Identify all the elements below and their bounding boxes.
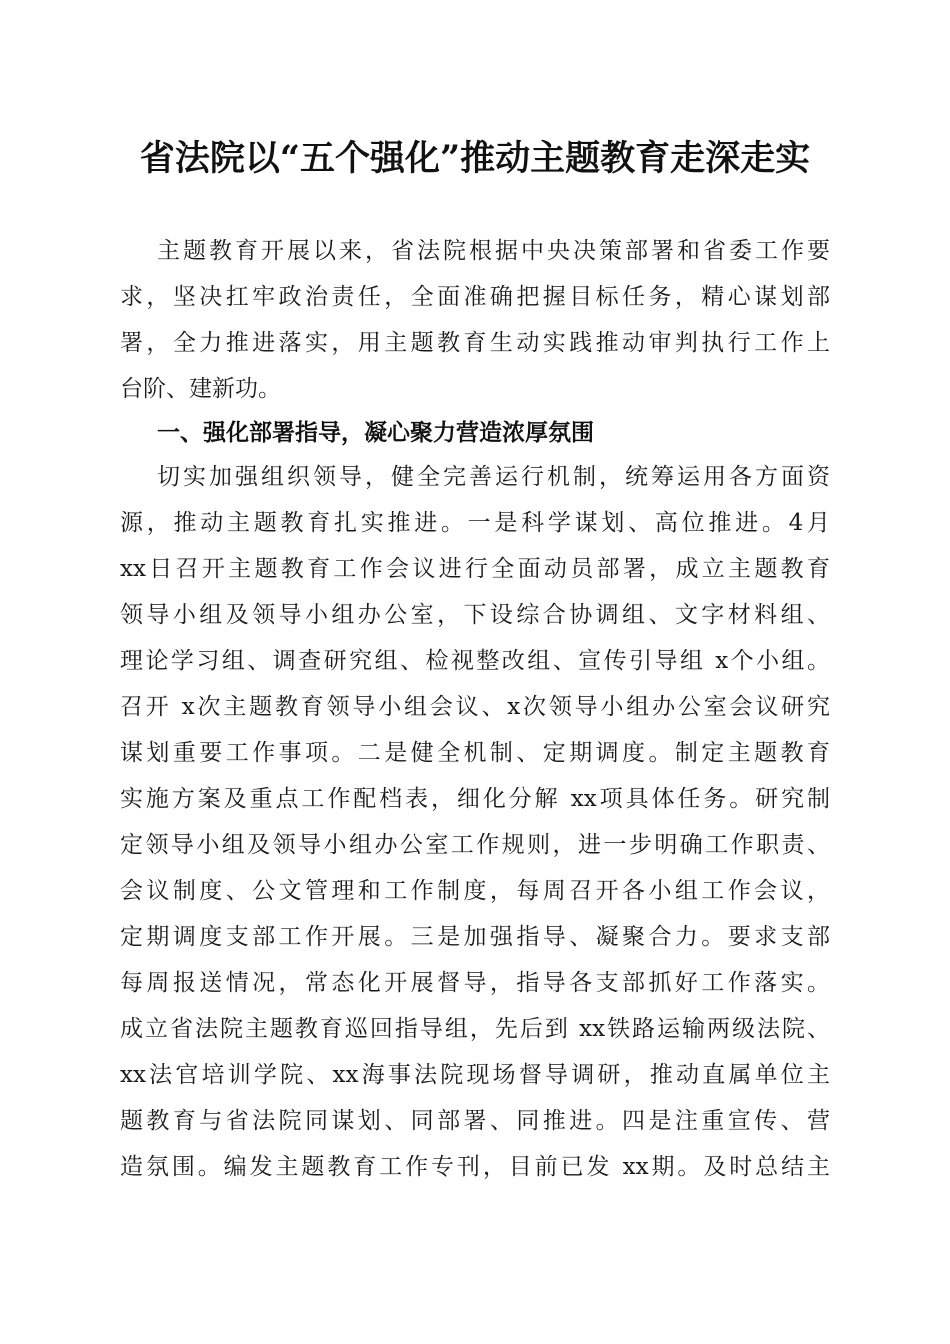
paragraph-line: 召开 x次主题教育领导小组会议、x次领导小组办公室会议研究 [120, 694, 830, 720]
paragraph-line: 定期调度支部工作开展。三是加强指导、凝聚合力。要求支部 [120, 924, 830, 950]
paragraph-line: 每周报送情况，常态化开展督导，指导各支部抓好工作落实。 [120, 970, 830, 996]
paragraph-line: 造氛围。编发主题教育工作专刊，目前已发 xx期。及时总结主 [120, 1154, 830, 1180]
paragraph-line: 理论学习组、调查研究组、检视整改组、宣传引导组 x个小组。 [120, 648, 830, 674]
paragraph-line: xx日召开主题教育工作会议进行全面动员部署，成立主题教育 [120, 556, 830, 582]
document-title: 省法院以“五个强化”推动主题教育走深走实 [139, 138, 811, 179]
paragraph-line: 会议制度、公文管理和工作制度，每周召开各小组工作会议， [120, 878, 830, 904]
intro-paragraph [120, 228, 830, 412]
paragraph-line: 主题教育开展以来，省法院根据中央决策部署和省委工作要 [157, 238, 830, 264]
paragraph-line: 领导小组及领导小组办公室，下设综合协调组、文字材料组、 [120, 602, 830, 628]
paragraph-line: 源，推动主题教育扎实推进。一是科学谋划、高位推进。4月 [120, 510, 830, 536]
paragraph-line: 署，全力推进落实，用主题教育生动实践推动审判执行工作上 [120, 330, 830, 356]
paragraph-line: 题教育与省法院同谋划、同部署、同推进。四是注重宣传、营 [120, 1108, 830, 1134]
section-heading: 一、强化部署指导，凝心聚力营造浓厚氛围 [157, 420, 594, 446]
section-paragraph [120, 454, 830, 1190]
paragraph-line: 成立省法院主题教育巡回指导组，先后到 xx铁路运输两级法院、 [120, 1016, 830, 1042]
paragraph-line: 定领导小组及领导小组办公室工作规则，进一步明确工作职责、 [120, 832, 830, 858]
paragraph-line: 谋划重要工作事项。二是健全机制、定期调度。制定主题教育 [120, 740, 830, 766]
paragraph-line: 切实加强组织领导，健全完善运行机制，统筹运用各方面资 [157, 464, 830, 490]
paragraph-line: 台阶、建新功。 [120, 376, 281, 402]
paragraph-line: 实施方案及重点工作配档表，细化分解 xx项具体任务。研究制 [120, 786, 830, 812]
paragraph-line: xx法官培训学院、xx海事法院现场督导调研，推动直属单位主 [120, 1062, 830, 1088]
paragraph-line: 求，坚决扛牢政治责任，全面准确把握目标任务，精心谋划部 [120, 284, 830, 310]
